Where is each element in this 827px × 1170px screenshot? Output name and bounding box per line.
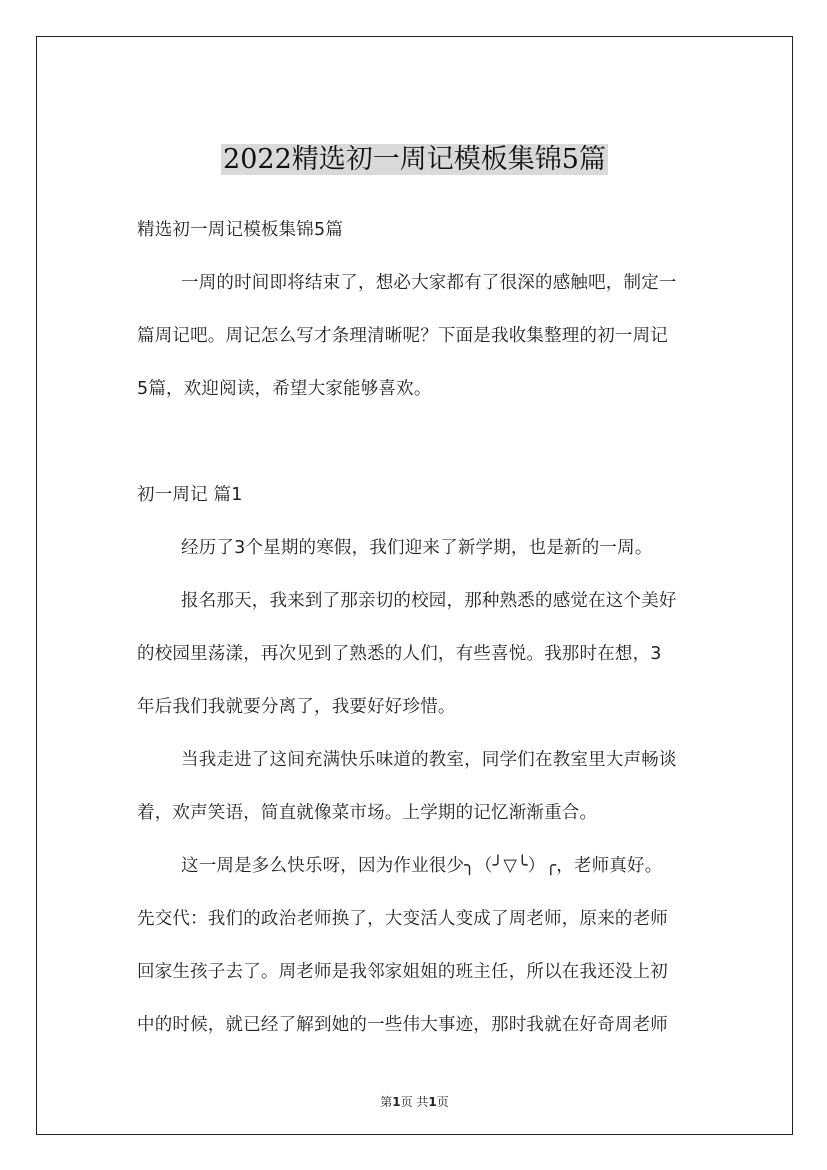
footer-page-suffix: 页 xyxy=(436,1095,449,1109)
document-title xyxy=(37,140,792,180)
paragraph-line: 5篇，欢迎阅读，希望大家能够喜欢。 xyxy=(137,379,432,399)
paragraph-line: 一周的时间即将结束了，想必大家都有了很深的感触吧，制定一 xyxy=(181,273,677,293)
subtitle-line: 精选初一周记模板集锦5篇 xyxy=(137,220,344,240)
paragraph-line: 回家生孩子去了。周老师是我邻家姐姐的班主任，所以在我还没上初 xyxy=(137,962,668,982)
page-footer xyxy=(37,1093,792,1110)
document-page xyxy=(36,36,793,1135)
footer-page-total: 1 xyxy=(428,1095,437,1109)
footer-page-mid: 页 共 xyxy=(400,1095,429,1109)
footer-page-prefix: 第 xyxy=(380,1095,393,1109)
paragraph-line: 中的时候，就已经了解到她的一些伟大事迹，那时我就在好奇周老师 xyxy=(137,1015,668,1035)
spacer xyxy=(137,425,777,478)
paragraph-line: 着，欢声笑语，简直就像菜市场。上学期的记忆渐渐重合。 xyxy=(137,803,598,823)
paragraph-line: 篇周记吧。周记怎么写才条理清晰呢？下面是我收集整理的初一周记 xyxy=(137,326,668,346)
document-body xyxy=(137,213,777,1061)
document-title-text: 2022精选初一周记模板集锦5篇 xyxy=(223,144,606,175)
paragraph-line: 经历了3个星期的寒假，我们迎来了新学期，也是新的一周。 xyxy=(181,538,653,558)
paragraph-line: 年后我们我就要分离了，我要好好珍惜。 xyxy=(137,697,456,717)
section-heading: 初一周记 篇1 xyxy=(137,485,243,505)
paragraph-line: 的校园里荡漾，再次见到了熟悉的人们，有些喜悦。我那时在想，3 xyxy=(137,644,662,664)
paragraph-line: 报名那天，我来到了那亲切的校园，那种熟悉的感觉在这个美好 xyxy=(181,591,677,611)
footer-page-number: 1 xyxy=(392,1095,401,1109)
paragraph-line: 这一周是多么快乐呀，因为作业很少╮（╯▽╰）╭，老师真好。 xyxy=(181,856,663,876)
paragraph-line: 先交代：我们的政治老师换了，大变活人变成了周老师，原来的老师 xyxy=(137,909,668,929)
paragraph-line: 当我走进了这间充满快乐味道的教室，同学们在教室里大声畅谈 xyxy=(181,750,677,770)
